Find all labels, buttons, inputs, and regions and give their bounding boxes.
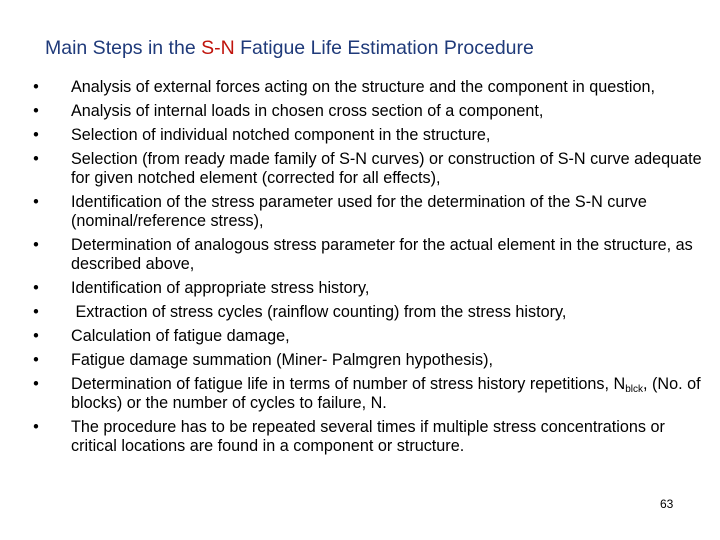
list-item [30, 375, 702, 413]
bullet-icon: • [33, 303, 39, 321]
list-item-text: Calculation of fatigue damage, [71, 327, 290, 345]
list-item-text: Selection of individual notched component in the structure, [71, 126, 491, 144]
list-item [30, 303, 702, 322]
slide-title [45, 37, 705, 59]
bullet-icon: • [33, 78, 39, 96]
title-highlight: S-N [201, 37, 235, 59]
list-item [30, 102, 702, 121]
list-item-text: Determination of analogous stress parameter for the actual element in the structure, as described above, [71, 236, 693, 273]
list-item [30, 279, 702, 298]
list-item [30, 193, 702, 231]
list-item [30, 78, 702, 97]
list-item-text: Analysis of internal loads in chosen cross section of a component, [71, 102, 544, 120]
list-item [30, 236, 702, 274]
bullet-icon: • [33, 418, 39, 436]
bullet-list [30, 78, 702, 461]
title-part-1: Main Steps in the [45, 37, 202, 59]
list-item-text: Selection (from ready made family of S-N curves) or construction of S-N curve adequate for given notched element (corrected for all effects), [71, 150, 702, 187]
fatigue-life-text-end: , (No. of blocks) or the number of cycles to failure, N. [71, 375, 701, 412]
bullet-icon: • [33, 193, 39, 211]
bullet-icon: • [33, 236, 39, 254]
list-item-text: Identification of appropriate stress history, [71, 279, 370, 297]
bullet-icon: • [33, 351, 39, 369]
list-item [30, 351, 702, 370]
bullet-icon: • [33, 375, 39, 393]
list-item-text: Extraction of stress cycles (rainflow counting) from the stress history, [71, 303, 567, 321]
fatigue-life-text-start: Determination of fatigue life in terms of number of stress history repetitions, N [71, 375, 626, 393]
page-number: 63 [660, 497, 674, 511]
blocks-subscript: blck [625, 384, 644, 395]
list-item-text: The procedure has to be repeated several times if multiple stress concentrations or critical locations are found in a component or structure. [71, 418, 665, 455]
title-part-2: Fatigue Life Estimation Procedure [234, 37, 534, 59]
bullet-icon: • [33, 102, 39, 120]
list-item [30, 126, 702, 145]
bullet-icon: • [33, 150, 39, 168]
list-item-text: Fatigue damage summation (Miner- Palmgren hypothesis), [71, 351, 493, 369]
list-item-text: Analysis of external forces acting on the structure and the component in question, [71, 78, 655, 96]
list-item-text: Identification of the stress parameter used for the determination of the S-N curve (nominal/reference stress), [71, 193, 647, 230]
list-item-text [71, 375, 702, 413]
bullet-icon: • [33, 279, 39, 297]
bullet-icon: • [33, 327, 39, 345]
list-item [30, 327, 702, 346]
list-item [30, 150, 702, 188]
bullet-icon: • [33, 126, 39, 144]
list-item [30, 418, 702, 456]
